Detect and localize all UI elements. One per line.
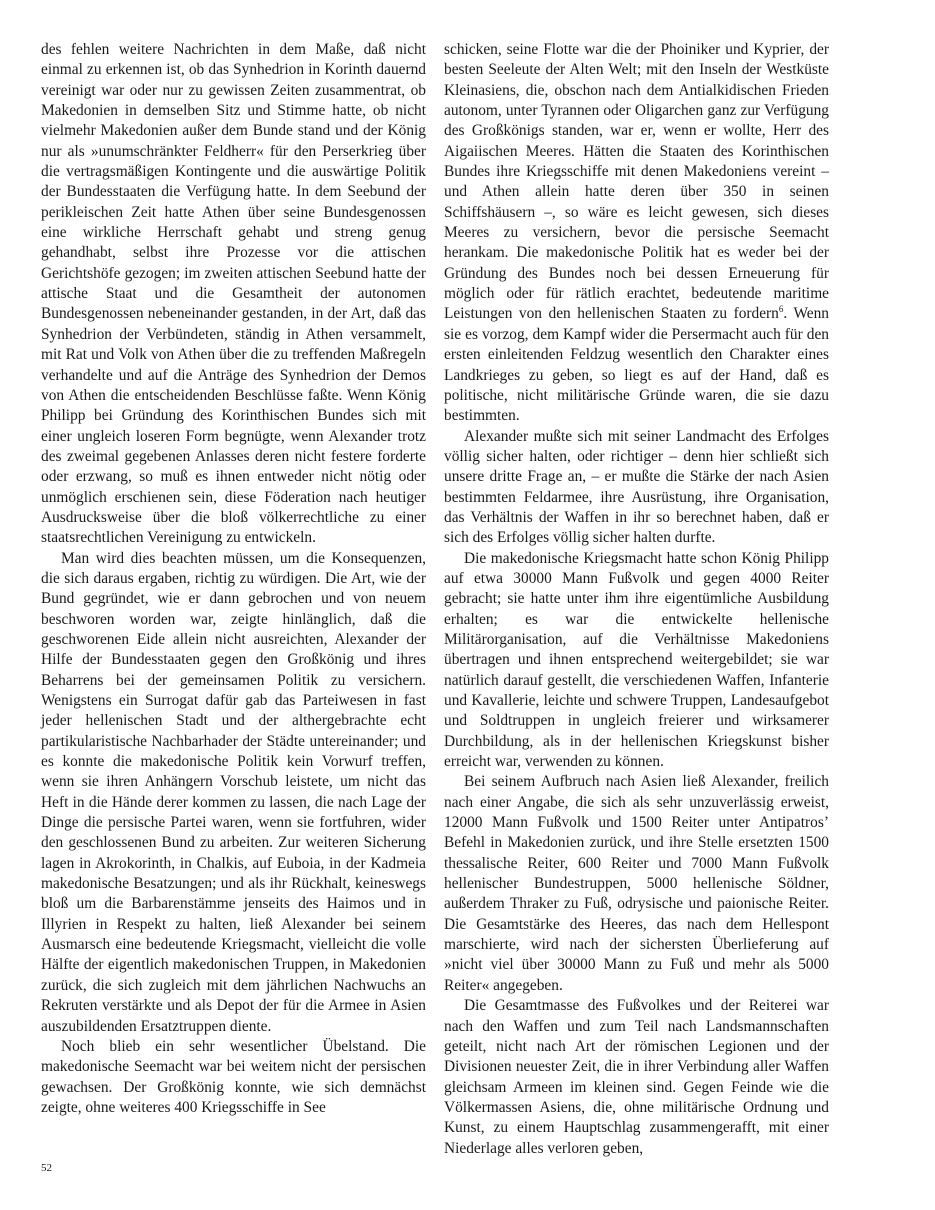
paragraph: Noch blieb ein sehr wesentlicher Übelstand. Die makedonische Seemacht war bei weitem nicht der persischen gewachsen. Der Großkönig konnte, wie sich demnächst zeigte, ohne weiteres 400 Kriegsschiffe in See xyxy=(41,1037,426,1116)
page-number: 52 xyxy=(41,1162,52,1174)
paragraph: Bei seinem Aufbruch nach Asien ließ Alexander, freilich nach einer Angabe, die sich als sehr unzuverlässig erweist, 12000 Mann Fußvolk und 1500 Reiter unter Antipatros’ Befehl in Makedonien zurück, und ihre Stelle ersetzten 1500 thessalische Reiter, 600 Reiter und 7000 Mann Fußvolk hellenischer Bundestruppen, 5000 hellenische Söldner, außerdem Thraker zu Fuß, odrysische und paionische Reiter. Die Gesamtstärke des Heeres, das nach dem Hellespont marschierte, wird nach der sichersten Überlieferung auf »nicht viel über 30000 Mann zu Fuß und mehr als 5000 Reiter« angegeben. xyxy=(444,773,829,994)
paragraph-text: . Wenn sie es vorzog, dem Kampf wider die Persermacht auch für den ersten einleitenden Feldzug wesentlich den Charakter eines Landkrieges zu geben, so liegt es auf der Hand, daß es politische, nicht militärische Gründe waren, die sie dazu bestimmten. xyxy=(444,305,829,425)
right-text-column xyxy=(444,40,829,1159)
paragraph xyxy=(444,40,829,427)
paragraph: Alexander mußte sich mit seiner Landmacht des Erfolges völlig sicher halten, oder richtiger – denn hier schließt sich unsere dritte Frage an, – er mußte die Stärke der nach Asien bestimmten Feldarmee, ihre Ausrüstung, ihre Organisation, das Verhältnis der Waffen in ihr so berechnet haben, daß er sich des Erfolges völlig sicher halten durfte. xyxy=(444,427,829,547)
paragraph: Die Gesamtmasse des Fußvolkes und der Reiterei war nach den Waffen und zum Teil nach Landsmannschaften geteilt, nicht nach Art der römischen Legionen und der Divisionen neuester Zeit, die in ihrer Verbindung aller Waffen gleichsam Armeen im kleinen sind. Gegen Feinde wie die Völkermassen Asiens, die, ohne militärische Ordnung und Kunst, zu einem Hauptschlag zusammengerafft, mit einer Niederlage alles verloren geben, xyxy=(444,997,829,1157)
paragraph-text: schicken, seine Flotte war die der Phoiniker und Kyprier, der besten Seeleute der Alten Welt; mit den Inseln der Westküste Kleinasiens, die, obschon nach dem Antialkidischen Frieden autonom, unter Tyrannen oder Oligarchen ganz zur Verfügung des Großkönigs standen, war er, wenn er wollte, Herr des Aigaiischen Meeres. Hätten die Staaten des Korinthischen Bundes ihre Kriegsschiffe mit denen Makedoniens vereint – und Athen allein hatte deren über 350 in seinen Schiffshäusern –, so wäre es leicht gewesen, sich dieses Meeres zu versichern, bevor die persische Seemacht herankam. Die makedonische Politik hat es weder bei der Gründung des Bundes noch bei dessen Erneuerung für möglich oder für rätlich erachtet, bedeutende maritime Leistungen von den hellenischen Staaten zu fordern xyxy=(444,41,829,323)
paragraph: Die makedonische Kriegsmacht hatte schon König Philipp auf etwa 30000 Mann Fußvolk und gegen 4000 Reiter gebracht; sie hatte unter ihm ihre eigentümliche Ausbildung erhalten; es war die entwickelte hellenische Militärorganisation, auf die Verhältnisse Makedoniens übertragen und ihnen entsprechend weitergebildet; sie war natürlich darauf gestellt, die verschiedenen Waffen, Infanterie und Kavallerie, leichte und schwere Truppen, Landesaufgebot und Soldtruppen in ungleich freierer und wirksamerer Durchbildung, als in der hellenischen Kriegskunst bisher erreicht war, verwenden zu können. xyxy=(444,549,829,771)
left-text-column xyxy=(41,40,426,1118)
paragraph: Man wird dies beachten müssen, um die Konsequenzen, die sich daraus ergaben, richtig zu würdigen. Die Art, wie der Bund gegründet, wie er dann gebrochen und von neuem beschworen worden war, zeigte hinlänglich, daß die geschworenen Eide allein nicht ausreichten, Alexander der Hilfe der Bundesstaaten gegen den Großkönig und ihres Beharrens bei der gemeinsamen Politik zu versichern. Wenigstens ein Surrogat dafür gab das Parteiwesen in fast jeder hellenischen Stadt und der althergebrachte echt partikularistische Nachbarhader der Städte untereinander; und es konnte die makedonische Politik kein Vorwurf treffen, wenn sie ihren Anhängern Vorschub leistete, um nicht das Heft in die Hände derer kommen zu lassen, die nach Lage der Dinge die persische Partei waren, wenn sie fortfuhren, wider den geschlossenen Bund zu arbeiten. Zur weiteren Sicherung lagen in Akrokorinth, in Chalkis, auf Euboia, in der Kadmeia makedonische Besatzungen; und als ihr Rückhalt, keineswegs bloß um die Barbarenstämme jenseits des Haimos und in Illyrien in Respekt zu halten, ließ Alexander bei seinem Ausmarsch eine bedeutende Kriegsmacht, vielleicht die volle Hälfte der eigentlich makedonischen Truppen, in Makedonien zurück, die sich zugleich mit dem jährlichen Nachwuchs an Rekruten verstärkte und als Depot der für die Armee in Asien auszubildenden Ersatztruppen diente. xyxy=(41,549,426,1035)
paragraph: des fehlen weitere Nachrichten in dem Maße, daß nicht einmal zu erkennen ist, ob das Synhedrion in Korinth dauernd vereinigt war oder nur zu gewissen Zeiten zusammentrat, ob Makedonien in demselben Sitz und Stimme hatte, ob nicht vielmehr Makedonien außer dem Bunde stand und der König nur als »unumschränkter Feldherr« für den Perserkrieg über die vertragsmäßigen Kontingente und die auswärtige Politik der Bundesstaaten die Verfügung hatte. In dem Seebund der perikleischen Zeit hatte Athen über seine Bundesgenossen eine wirkliche Herrschaft gehabt und streng genug gehandhabt, selbst ihre Prozesse vor die attischen Gerichtshöfe gezogen; im zweiten attischen Seebund hatte der attische Staat und die Gesamtheit der autonomen Bundesgenossen nebeneinander gestanden, in der Art, daß das Synhedrion der Verbündeten, ständig in Athen versammelt, mit Rat und Volk von Athen über die zu treffenden Maßregeln verhandelte und auf die Anträge des Synhedrion der Demos von Athen die entscheidenden Beschlüsse faßte. Wenn König Philipp bei Gründung des Korinthischen Bundes sich mit einer ungleich loseren Form begnügte, wenn Alexander trotz des zweimal gegebenen Anlasses deren nicht festere forderte oder erzwang, so muß es ihnen entweder nicht nötig oder unmöglich erschienen sein, diese Föderation nach heutiger Ausdrucksweise über die bloß völkerrechtliche zu einer staatsrechtlichen Vereinigung zu entwickeln. xyxy=(41,41,426,547)
footnote-marker: 6 xyxy=(778,304,784,315)
